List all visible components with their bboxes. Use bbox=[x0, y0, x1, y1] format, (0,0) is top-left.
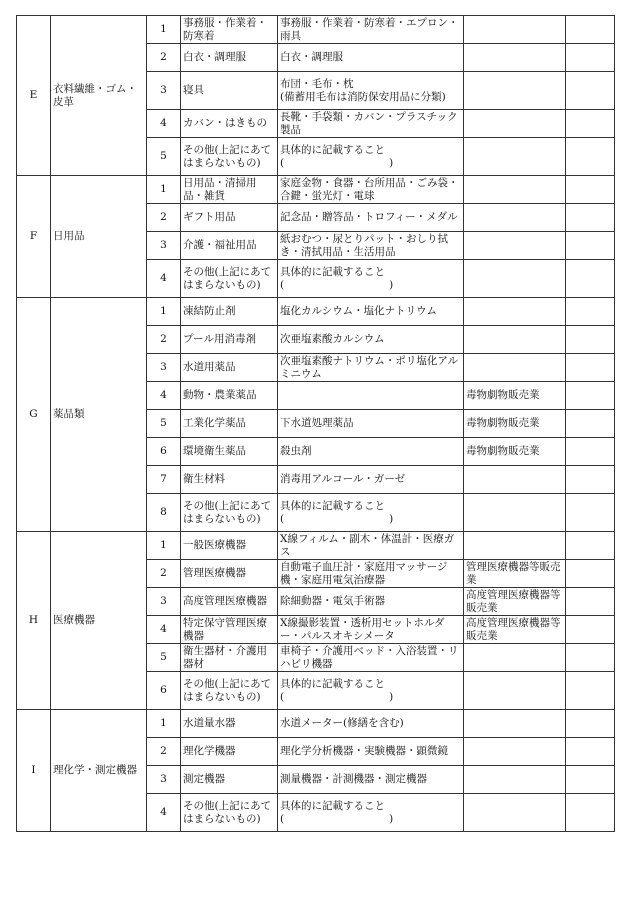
item-name: ギフト用品 bbox=[181, 204, 278, 232]
item-examples: 具体的に記載すること ( ) bbox=[278, 138, 464, 176]
license-requirement bbox=[464, 466, 566, 494]
license-requirement bbox=[464, 298, 566, 326]
item-examples: 塩化カルシウム・塩化ナトリウム bbox=[278, 298, 464, 326]
group-code: F bbox=[17, 176, 51, 298]
blank-cell bbox=[566, 494, 615, 532]
group-code: I bbox=[17, 710, 51, 832]
license-requirement: 高度管理医療機器等販売業 bbox=[464, 616, 566, 644]
item-number: 4 bbox=[147, 794, 181, 832]
category-table bbox=[16, 15, 615, 832]
item-examples: 理化学分析機器・実験機器・顕微鏡 bbox=[278, 738, 464, 766]
item-name: 一般医療機器 bbox=[181, 532, 278, 560]
item-examples: 水道メーター(修繕を含む) bbox=[278, 710, 464, 738]
item-name: 衛生材料 bbox=[181, 466, 278, 494]
item-examples: X線撮影装置・透析用セットホルダー・パルスオキシメータ bbox=[278, 616, 464, 644]
group-code: G bbox=[17, 298, 51, 532]
item-name: その他(上記にあてはまらないもの) bbox=[181, 260, 278, 298]
license-requirement bbox=[464, 138, 566, 176]
item-name: 衛生器材・介護用器材 bbox=[181, 644, 278, 672]
item-name: その他(上記にあてはまらないもの) bbox=[181, 672, 278, 710]
item-name: 管理医療機器 bbox=[181, 560, 278, 588]
license-requirement bbox=[464, 672, 566, 710]
item-name: 理化学機器 bbox=[181, 738, 278, 766]
license-requirement bbox=[464, 710, 566, 738]
item-examples: 次亜塩素酸カルシウム bbox=[278, 326, 464, 354]
item-examples bbox=[278, 382, 464, 410]
item-examples: 具体的に記載すること ( ) bbox=[278, 260, 464, 298]
item-number: 4 bbox=[147, 110, 181, 138]
item-number: 2 bbox=[147, 560, 181, 588]
item-name: 環境衛生薬品 bbox=[181, 438, 278, 466]
table-row bbox=[17, 176, 615, 204]
license-requirement bbox=[464, 204, 566, 232]
item-examples: 長靴・手袋類・カバン・プラスチック製品 bbox=[278, 110, 464, 138]
blank-cell bbox=[566, 794, 615, 832]
group-category: 理化学・測定機器 bbox=[51, 710, 147, 832]
blank-cell bbox=[566, 298, 615, 326]
item-number: 3 bbox=[147, 588, 181, 616]
license-requirement bbox=[464, 44, 566, 72]
blank-cell bbox=[566, 260, 615, 298]
item-number: 6 bbox=[147, 672, 181, 710]
item-name: その他(上記にあてはまらないもの) bbox=[181, 138, 278, 176]
item-name: 高度管理医療機器 bbox=[181, 588, 278, 616]
item-number: 6 bbox=[147, 438, 181, 466]
blank-cell bbox=[566, 72, 615, 110]
item-number: 5 bbox=[147, 410, 181, 438]
blank-cell bbox=[566, 738, 615, 766]
item-number: 2 bbox=[147, 738, 181, 766]
blank-cell bbox=[566, 326, 615, 354]
item-name: カバン・はきもの bbox=[181, 110, 278, 138]
item-examples: 車椅子・介護用ベッド・入浴装置・リハビリ機器 bbox=[278, 644, 464, 672]
blank-cell bbox=[566, 176, 615, 204]
group-category: 日用品 bbox=[51, 176, 147, 298]
item-name: 寝具 bbox=[181, 72, 278, 110]
blank-cell bbox=[566, 438, 615, 466]
item-name: 動物・農業薬品 bbox=[181, 382, 278, 410]
license-requirement bbox=[464, 260, 566, 298]
item-examples: 消毒用アルコール・ガーゼ bbox=[278, 466, 464, 494]
item-name: 水道量水器 bbox=[181, 710, 278, 738]
item-name: 凍結防止剤 bbox=[181, 298, 278, 326]
group-category: 衣料繊維・ゴム・皮革 bbox=[51, 16, 147, 176]
item-number: 5 bbox=[147, 644, 181, 672]
license-requirement: 毒物劇物販売業 bbox=[464, 438, 566, 466]
table-body bbox=[17, 16, 615, 832]
item-examples: X線フィルム・副木・体温計・医療ガス bbox=[278, 532, 464, 560]
blank-cell bbox=[566, 532, 615, 560]
blank-cell bbox=[566, 616, 615, 644]
item-examples: 次亜塩素酸ナトリウム・ポリ塩化アルミニウム bbox=[278, 354, 464, 382]
license-requirement bbox=[464, 494, 566, 532]
item-examples: 測量機器・計測機器・測定機器 bbox=[278, 766, 464, 794]
item-name: 工業化学薬品 bbox=[181, 410, 278, 438]
blank-cell bbox=[566, 110, 615, 138]
blank-cell bbox=[566, 382, 615, 410]
item-number: 3 bbox=[147, 72, 181, 110]
group-code: H bbox=[17, 532, 51, 710]
license-requirement bbox=[464, 532, 566, 560]
item-examples: 具体的に記載すること ( ) bbox=[278, 494, 464, 532]
license-requirement bbox=[464, 16, 566, 44]
group-category: 医療機器 bbox=[51, 532, 147, 710]
license-requirement: 毒物劇物販売業 bbox=[464, 382, 566, 410]
blank-cell bbox=[566, 16, 615, 44]
item-examples: 事務服・作業着・防寒着・エプロン・雨具 bbox=[278, 16, 464, 44]
license-requirement bbox=[464, 176, 566, 204]
table-row bbox=[17, 16, 615, 44]
blank-cell bbox=[566, 466, 615, 494]
blank-cell bbox=[566, 672, 615, 710]
license-requirement bbox=[464, 110, 566, 138]
item-number: 2 bbox=[147, 44, 181, 72]
item-number: 4 bbox=[147, 382, 181, 410]
blank-cell bbox=[566, 204, 615, 232]
blank-cell bbox=[566, 766, 615, 794]
item-name: その他(上記にあてはまらないもの) bbox=[181, 794, 278, 832]
blank-cell bbox=[566, 44, 615, 72]
item-examples: 除細動器・電気手術器 bbox=[278, 588, 464, 616]
blank-cell bbox=[566, 560, 615, 588]
item-number: 4 bbox=[147, 260, 181, 298]
table-row bbox=[17, 710, 615, 738]
item-number: 3 bbox=[147, 354, 181, 382]
license-requirement bbox=[464, 326, 566, 354]
license-requirement: 高度管理医療機器等販売業 bbox=[464, 588, 566, 616]
item-name: 白衣・調理服 bbox=[181, 44, 278, 72]
item-name: 測定機器 bbox=[181, 766, 278, 794]
item-examples: 殺虫剤 bbox=[278, 438, 464, 466]
item-number: 3 bbox=[147, 766, 181, 794]
item-examples: 布団・毛布・枕 (備蓄用毛布は消防保安用品に分類) bbox=[278, 72, 464, 110]
item-number: 1 bbox=[147, 710, 181, 738]
blank-cell bbox=[566, 354, 615, 382]
item-number: 1 bbox=[147, 532, 181, 560]
license-requirement bbox=[464, 738, 566, 766]
item-examples: 具体的に記載すること ( ) bbox=[278, 794, 464, 832]
item-name: 日用品・清掃用品・雑貨 bbox=[181, 176, 278, 204]
item-examples: 記念品・贈答品・トロフィー・メダル bbox=[278, 204, 464, 232]
item-examples: 家庭金物・食器・台所用品・ごみ袋・合鍵・蛍光灯・電球 bbox=[278, 176, 464, 204]
item-name: 水道用薬品 bbox=[181, 354, 278, 382]
license-requirement bbox=[464, 72, 566, 110]
blank-cell bbox=[566, 588, 615, 616]
table-row bbox=[17, 532, 615, 560]
item-number: 1 bbox=[147, 298, 181, 326]
item-examples: 白衣・調理服 bbox=[278, 44, 464, 72]
item-number: 5 bbox=[147, 138, 181, 176]
license-requirement: 毒物劇物販売業 bbox=[464, 410, 566, 438]
license-requirement bbox=[464, 644, 566, 672]
item-name: プール用消毒剤 bbox=[181, 326, 278, 354]
license-requirement bbox=[464, 766, 566, 794]
item-number: 8 bbox=[147, 494, 181, 532]
license-requirement bbox=[464, 794, 566, 832]
blank-cell bbox=[566, 644, 615, 672]
license-requirement bbox=[464, 232, 566, 260]
blank-cell bbox=[566, 410, 615, 438]
item-number: 2 bbox=[147, 326, 181, 354]
license-requirement bbox=[464, 354, 566, 382]
blank-cell bbox=[566, 710, 615, 738]
item-number: 2 bbox=[147, 204, 181, 232]
item-number: 3 bbox=[147, 232, 181, 260]
blank-cell bbox=[566, 232, 615, 260]
item-number: 1 bbox=[147, 16, 181, 44]
item-examples: 自動電子血圧計・家庭用マッサージ機・家庭用電気治療器 bbox=[278, 560, 464, 588]
group-code: E bbox=[17, 16, 51, 176]
group-category: 薬品類 bbox=[51, 298, 147, 532]
item-number: 4 bbox=[147, 616, 181, 644]
item-examples: 下水道処理薬品 bbox=[278, 410, 464, 438]
item-number: 7 bbox=[147, 466, 181, 494]
blank-cell bbox=[566, 138, 615, 176]
item-number: 1 bbox=[147, 176, 181, 204]
item-examples: 紙おむつ・尿とりパット・おしり拭き・清拭用品・生活用品 bbox=[278, 232, 464, 260]
item-name: その他(上記にあてはまらないもの) bbox=[181, 494, 278, 532]
item-name: 特定保守管理医療機器 bbox=[181, 616, 278, 644]
table-row bbox=[17, 298, 615, 326]
license-requirement: 管理医療機器等販売業 bbox=[464, 560, 566, 588]
item-examples: 具体的に記載すること ( ) bbox=[278, 672, 464, 710]
item-name: 事務服・作業着・防寒着 bbox=[181, 16, 278, 44]
item-name: 介護・福祉用品 bbox=[181, 232, 278, 260]
